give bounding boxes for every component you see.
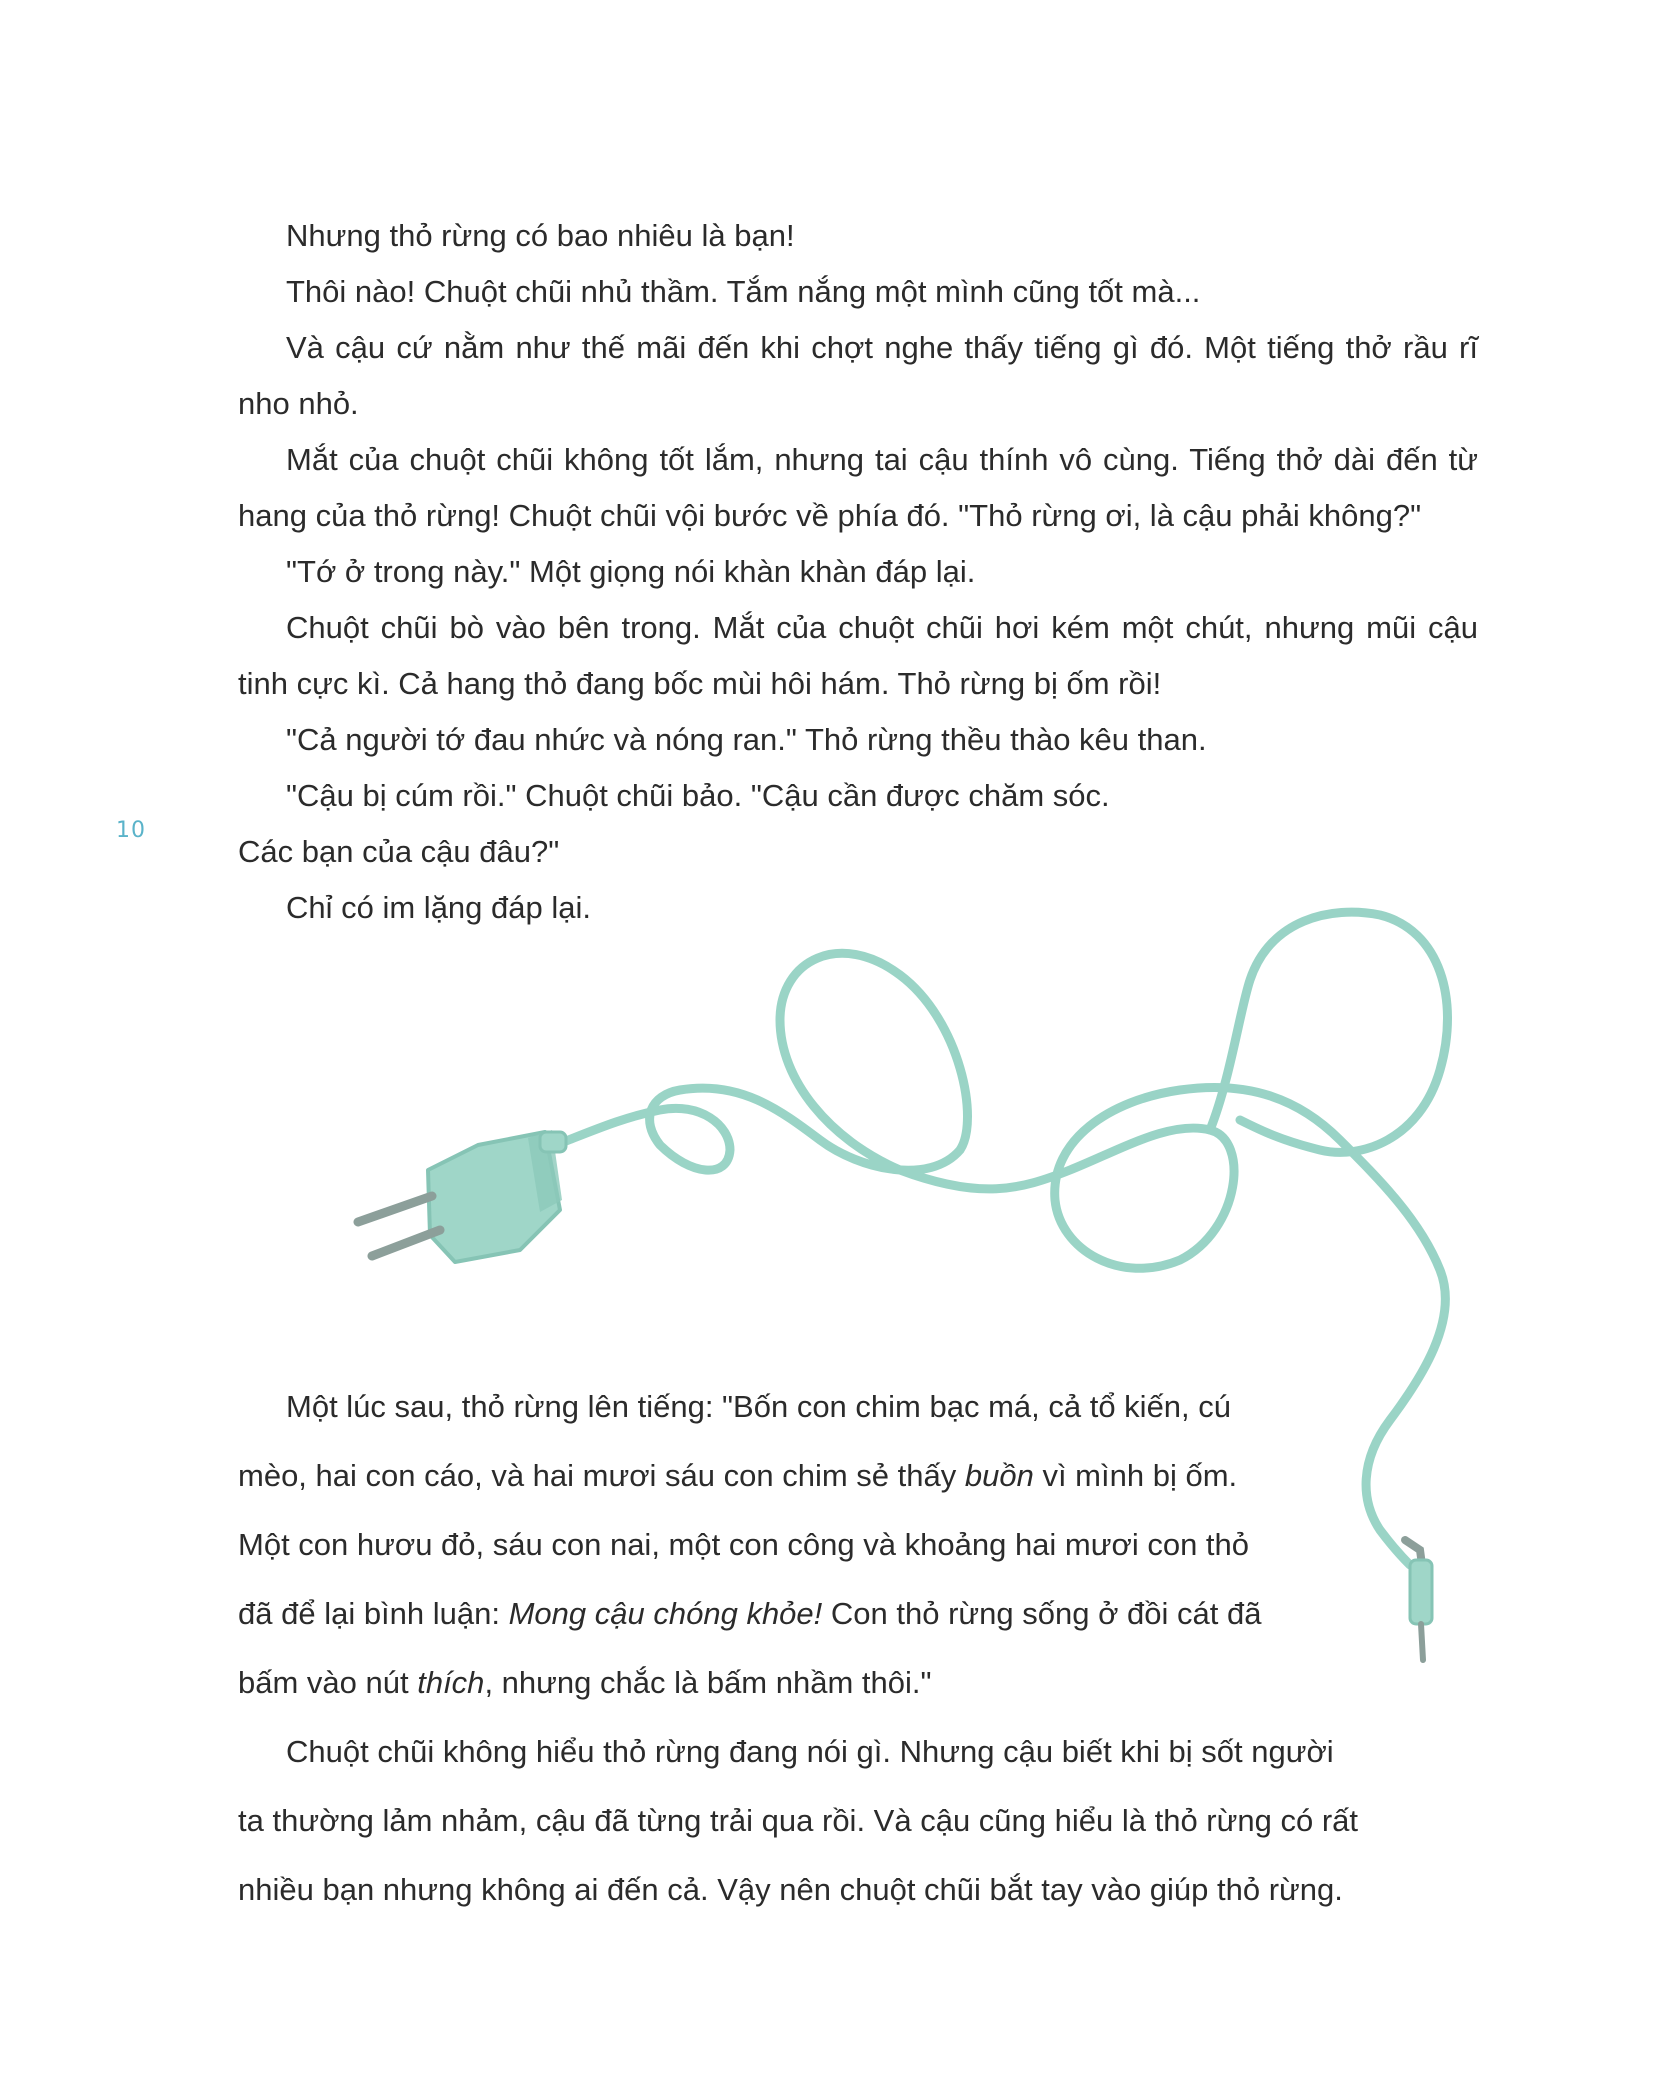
page-number: 10 — [116, 818, 146, 843]
line: vì mình bị ốm. — [1033, 1458, 1238, 1493]
line: ta thường lảm nhảm, cậu đã từng trải qua rồi. Và cậu cũng hiểu là thỏ rừng có rất — [238, 1803, 1358, 1838]
paragraph: Các bạn của cậu đâu?" — [238, 834, 560, 869]
line: , nhưng chắc là bấm nhầm thôi." — [484, 1665, 932, 1700]
paragraph: Thôi nào! Chuột chũi nhủ thầm. Tắm nắng một mình cũng tốt mà... — [286, 274, 1201, 309]
emphasis: Mong cậu chóng khỏe! — [508, 1596, 823, 1631]
paragraph-bottom-2 — [238, 1717, 1478, 1924]
emphasis: buồn — [964, 1458, 1034, 1493]
paragraph: Mắt của chuột chũi không tốt lắm, nhưng tai cậu thính vô cùng. Tiếng thở dài đến từ hang của thỏ rừng! Chuột chũi vội bước về phía đó. "Thỏ rừng ơi, là cậu phải không?" — [238, 442, 1478, 533]
paragraph: Và cậu cứ nằm như thế mãi đến khi chợt nghe thấy tiếng gì đó. Một tiếng thở rầu rĩ nho nhỏ. — [238, 330, 1478, 421]
paragraph: Nhưng thỏ rừng có bao nhiêu là bạn! — [286, 218, 795, 253]
paragraph: "Tớ ở trong này." Một giọng nói khàn khàn đáp lại. — [286, 554, 976, 589]
line: Một lúc sau, thỏ rừng lên tiếng: "Bốn con chim bạc má, cả tổ kiến, cú — [286, 1389, 1232, 1424]
line: Một con hươu đỏ, sáu con nai, một con công và khoảng hai mươi con thỏ — [238, 1527, 1250, 1562]
story-text-bottom — [238, 1372, 1478, 1924]
paragraph: "Cậu bị cúm rồi." Chuột chũi bảo. "Cậu cần được chăm sóc. — [286, 778, 1110, 813]
paragraph-bottom-1 — [238, 1372, 1368, 1717]
line: mèo, hai con cáo, và hai mươi sáu con chim sẻ thấy — [238, 1458, 965, 1493]
paragraph: "Cả người tớ đau nhức và nóng ran." Thỏ rừng thều thào kêu than. — [286, 722, 1207, 757]
emphasis: thích — [417, 1665, 485, 1700]
line: đã để lại bình luận: — [238, 1596, 509, 1631]
line: Con thỏ rừng sống ở đồi cát đã — [822, 1596, 1262, 1631]
line: bấm vào nút — [238, 1665, 418, 1700]
paragraph: Chỉ có im lặng đáp lại. — [286, 890, 591, 925]
paragraph: Chuột chũi bò vào bên trong. Mắt của chuột chũi hơi kém một chút, nhưng mũi cậu tinh cực kì. Cả hang thỏ đang bốc mùi hôi hám. Thỏ rừng bị ốm rồi! — [238, 610, 1478, 701]
plug-icon — [358, 1130, 566, 1262]
line: nhiều bạn nhưng không ai đến cả. Vậy nên chuột chũi bắt tay vào giúp thỏ rừng. — [238, 1872, 1343, 1907]
line: Chuột chũi không hiểu thỏ rừng đang nói gì. Nhưng cậu biết khi bị sốt người — [286, 1734, 1334, 1769]
